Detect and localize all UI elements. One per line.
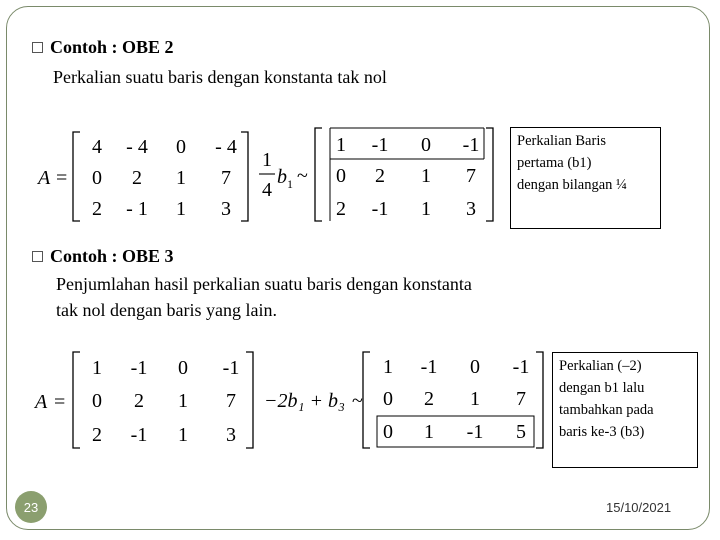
- matrix-cell: -1: [512, 356, 530, 378]
- operator-variable: b: [277, 166, 287, 188]
- note-line: tambahkan pada: [559, 402, 654, 418]
- example2-heading: Contoh : OBE 3: [50, 246, 174, 266]
- matrix-cell: 0: [178, 357, 188, 379]
- matrix-cell: -1: [462, 134, 480, 156]
- matrix-cell: -1: [371, 198, 389, 220]
- matrix-cell: - 1: [126, 198, 148, 220]
- equals-sign: =: [56, 167, 68, 189]
- example1-heading: Contoh : OBE 2: [50, 37, 174, 57]
- label-a: A: [38, 167, 51, 189]
- note-line: pertama (b1): [517, 155, 592, 171]
- row-highlight: [377, 416, 534, 447]
- matrix-cell: 7: [226, 390, 236, 412]
- matrix-a: [92, 357, 239, 446]
- matrix-cell: 0: [421, 134, 431, 156]
- description-line: Penjumlahan hasil perkalian suatu baris dengan konstanta: [56, 274, 472, 294]
- matrix-cell: -1: [222, 357, 240, 379]
- bracket-right: [246, 352, 253, 448]
- matrix-cell: 4: [92, 136, 102, 158]
- result-bracket-right: [536, 352, 543, 448]
- matrix-cell: 1: [92, 357, 102, 379]
- matrix-cell: 0: [92, 390, 102, 412]
- example1-description: Perkalian suatu baris dengan konstanta tak nol: [53, 67, 387, 87]
- matrix-cell: 3: [221, 198, 231, 220]
- matrix-cell: -1: [420, 356, 438, 378]
- matrix-cell: 1: [336, 134, 346, 156]
- note-line: dengan b1 lalu: [559, 380, 645, 396]
- page-number: 23: [23, 499, 39, 515]
- matrix-cell: - 4: [215, 136, 237, 158]
- matrix-cell: 1: [176, 198, 186, 220]
- matrix-cell: 0: [336, 165, 346, 187]
- matrix-cell: 1: [178, 424, 188, 446]
- matrix-cell: 0: [92, 167, 102, 189]
- note-line: Perkalian (–2): [559, 358, 642, 374]
- result-bracket-left: [363, 352, 370, 448]
- example2-note: [552, 352, 698, 468]
- tilde: ~: [352, 390, 363, 412]
- matrix-cell: -1: [130, 357, 148, 379]
- matrix-cell: 1: [178, 390, 188, 412]
- matrix-cell: 1: [470, 388, 480, 410]
- tilde: ~: [297, 165, 308, 187]
- operator-subscript: 1: [287, 177, 293, 191]
- matrix-result: [383, 356, 529, 443]
- operation-text: −2b₁ + b₃: [264, 390, 345, 412]
- matrix-cell: 2: [132, 167, 142, 189]
- matrix-cell: 3: [466, 198, 476, 220]
- page-number-badge: [15, 491, 47, 523]
- description-line: tak nol dengan baris yang lain.: [56, 300, 277, 320]
- matrix-cell: -1: [466, 421, 484, 443]
- matrix-cell: 0: [383, 421, 393, 443]
- matrix-cell: -1: [371, 134, 389, 156]
- matrix-cell: -1: [130, 424, 148, 446]
- note-line: Perkalian Baris: [517, 133, 606, 149]
- equals-sign: =: [54, 391, 66, 413]
- matrix-cell: 5: [516, 421, 526, 443]
- matrix-cell: 1: [421, 198, 431, 220]
- matrix-cell: 7: [516, 388, 526, 410]
- matrix-cell: - 4: [126, 136, 148, 158]
- matrix-cell: 1: [383, 356, 393, 378]
- matrix-cell: 0: [383, 388, 393, 410]
- matrix-cell: 2: [92, 198, 102, 220]
- fraction-numerator: 1: [262, 149, 272, 171]
- matrix-cell: 2: [134, 390, 144, 412]
- matrix-cell: 7: [221, 167, 231, 189]
- matrix-cell: 2: [375, 165, 385, 187]
- matrix-cell: 0: [470, 356, 480, 378]
- label-a: A: [35, 391, 48, 413]
- note-line: baris ke-3 (b3): [559, 424, 645, 440]
- matrix-cell: 1: [176, 167, 186, 189]
- matrix-cell: 3: [226, 424, 236, 446]
- matrix-cell: 1: [421, 165, 431, 187]
- matrix-cell: 7: [466, 165, 476, 187]
- matrix-cell: 1: [424, 421, 434, 443]
- matrix-cell: 2: [336, 198, 346, 220]
- note-line: dengan bilangan ¼: [517, 177, 627, 193]
- footer-date: 15/10/2021: [606, 500, 672, 515]
- matrix-cell: 2: [424, 388, 434, 410]
- matrix-cell: 0: [176, 136, 186, 158]
- matrix-cell: 2: [92, 424, 102, 446]
- fraction-denominator: 4: [262, 179, 272, 201]
- bracket-left: [73, 352, 80, 448]
